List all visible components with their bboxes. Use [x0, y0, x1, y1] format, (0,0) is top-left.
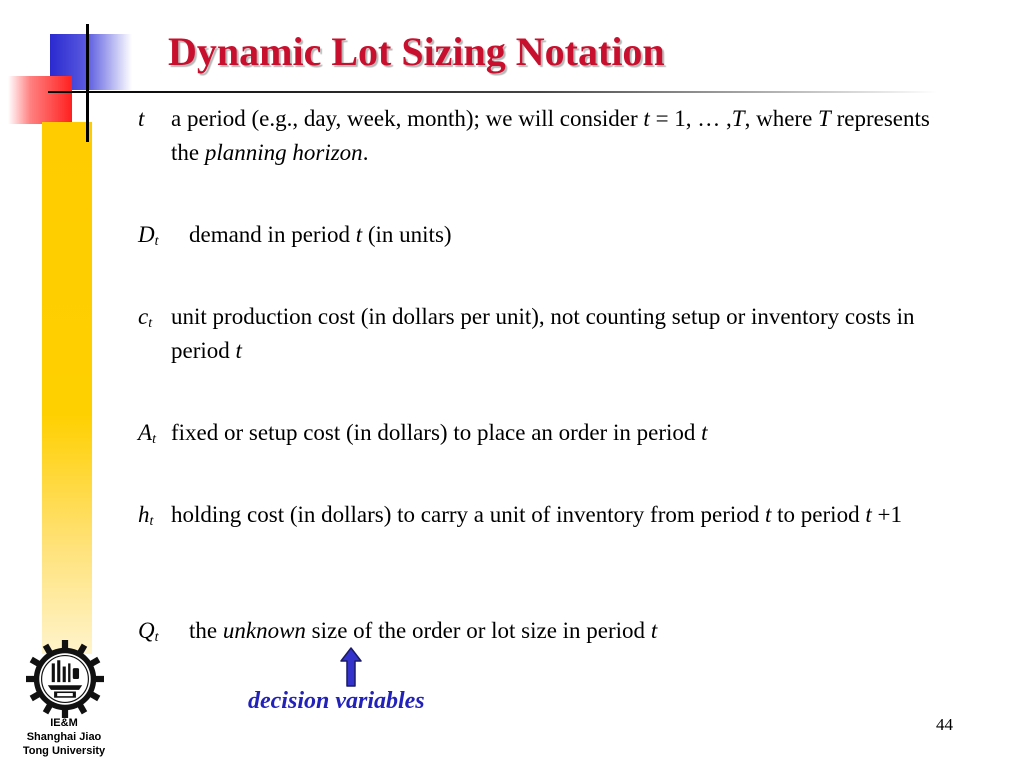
- up-arrow-icon: [340, 647, 362, 687]
- school-name: [0, 716, 128, 758]
- description-segment: unit production cost (in dollars per unit), not counting setup or inventory costs in period: [171, 304, 915, 363]
- symbol: $A_t$: [138, 420, 156, 447]
- description-segment: holding cost (in dollars) to carry a unit of inventory from period: [171, 502, 766, 527]
- symbol: $h_t$: [138, 502, 154, 529]
- decorative-red-block: [8, 76, 72, 124]
- description: [189, 218, 979, 252]
- description-segment: t: [355, 222, 363, 247]
- description-segment: size of the order or lot size in period: [305, 618, 651, 643]
- description-segment: .: [362, 140, 369, 165]
- symbol: $Q_t$: [138, 618, 159, 645]
- decorative-vertical-rule: [86, 24, 89, 142]
- decorative-yellow-bar: [42, 122, 92, 654]
- description-segment: = 1, … ,: [649, 106, 732, 131]
- page-number: 44: [936, 715, 953, 734]
- description-segment: , where: [744, 106, 819, 131]
- symbol: $D_t$: [138, 222, 159, 249]
- description-segment: t: [701, 420, 708, 445]
- school-line: Tong University: [22, 745, 106, 757]
- description: [171, 416, 961, 450]
- description-segment: t: [865, 502, 872, 527]
- description-segment: t: [765, 502, 772, 527]
- description-segment: t: [235, 338, 242, 363]
- description-segment: demand in period: [189, 222, 356, 247]
- school-line: Shanghai Jiao: [26, 731, 102, 743]
- description-segment: planning horizon: [204, 140, 363, 165]
- description-segment: unknown: [222, 618, 306, 643]
- slide-title: Dynamic Lot Sizing Notation: [168, 29, 665, 74]
- description: [171, 498, 961, 532]
- description-segment: t: [650, 618, 658, 643]
- description-segment: represents the: [171, 106, 930, 165]
- description-segment: T: [731, 106, 745, 131]
- description: [189, 614, 979, 648]
- description: [171, 102, 961, 170]
- university-gear-seal-icon: [26, 640, 104, 718]
- description-segment: +1: [871, 502, 902, 527]
- title-underline-rule: [48, 91, 938, 93]
- symbol: $c_t$: [138, 304, 153, 331]
- description-segment: fixed or setup cost (in dollars) to place an order in period: [171, 420, 702, 445]
- description-segment: T: [818, 106, 831, 131]
- description-segment: t: [643, 106, 650, 131]
- description-segment: to period: [771, 502, 866, 527]
- decision-variables-label: decision variables: [248, 688, 425, 714]
- symbol: t: [138, 106, 145, 131]
- school-line: IE&M: [50, 717, 78, 729]
- description-segment: the: [189, 618, 223, 643]
- description-segment: (in units): [362, 222, 452, 247]
- description-segment: a period (e.g., day, week, month); we will consider: [171, 106, 644, 131]
- description: [171, 300, 961, 368]
